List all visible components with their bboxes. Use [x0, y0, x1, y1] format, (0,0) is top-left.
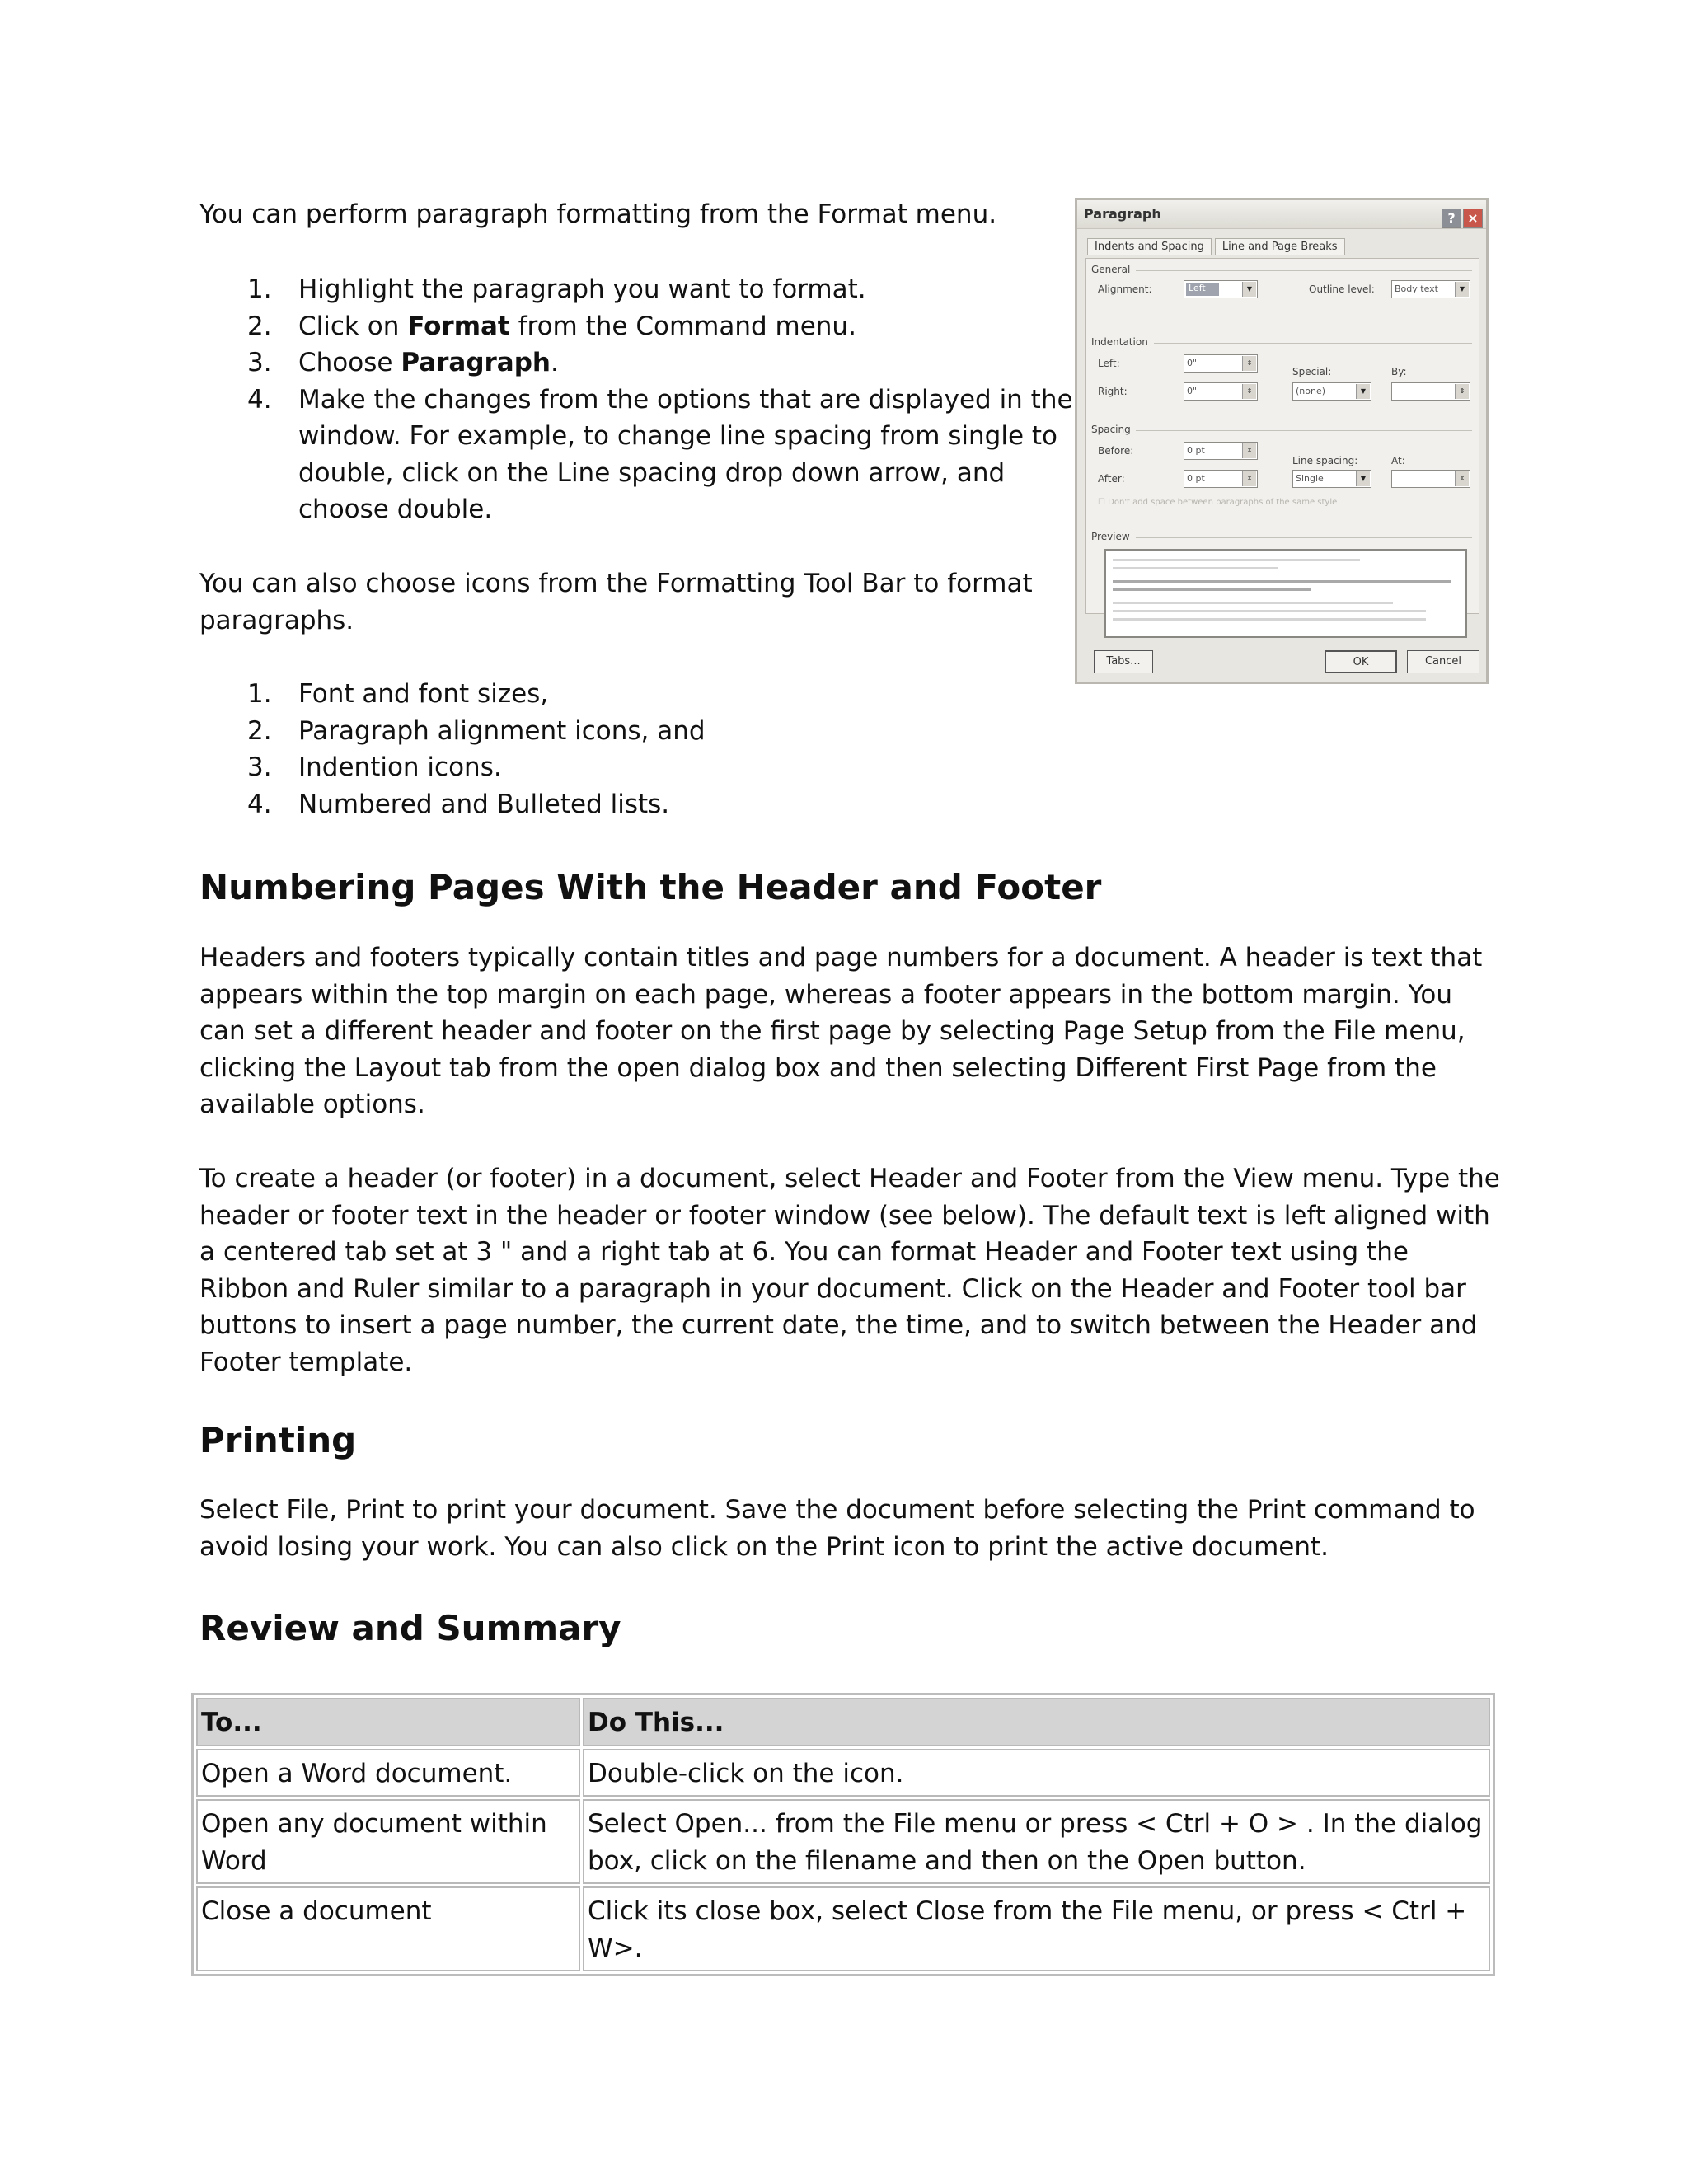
list-number: 4.: [247, 789, 272, 819]
dont-add-space-checkbox[interactable]: ☐ Don't add space between paragraphs of the same style: [1098, 498, 1338, 507]
dialog-body: [1085, 258, 1479, 614]
at-label: At:: [1391, 455, 1405, 466]
table-cell: Open any document within Word: [196, 1799, 580, 1884]
list-item: [199, 271, 1073, 308]
printing-heading: Printing: [199, 1420, 357, 1460]
table-cell: Double-click on the icon.: [583, 1749, 1490, 1797]
list-number: 2.: [247, 311, 272, 341]
toolbar-items-list: [199, 676, 1040, 823]
spinner-arrows-icon: ⇕: [1242, 384, 1256, 399]
table-cell: Click its close box, select Close from the File menu, or press < Ctrl + W>.: [583, 1886, 1490, 1971]
format-steps-list: [199, 271, 1073, 528]
before-spinner[interactable]: [1184, 442, 1258, 460]
preview-line: [1113, 602, 1393, 604]
tab-line-page-breaks[interactable]: Line and Page Breaks: [1215, 238, 1345, 255]
column-header-to: To...: [196, 1698, 580, 1746]
summary-table: [191, 1693, 1495, 1976]
chevron-down-icon: ▼: [1455, 282, 1469, 297]
list-number: 1.: [247, 679, 272, 709]
outline-level-label: Outline level:: [1309, 284, 1375, 295]
toolbar-paragraph: You can also choose icons from the Formatting Tool Bar to format paragraphs.: [199, 569, 1033, 635]
spacing-group-label: Spacing: [1091, 424, 1131, 435]
ok-button[interactable]: OK: [1325, 650, 1397, 673]
by-spinner[interactable]: [1391, 382, 1470, 401]
list-text: Highlight the paragraph you want to format.: [298, 274, 866, 304]
preview-line: [1113, 580, 1451, 583]
list-number: 1.: [247, 274, 272, 304]
left-indent-spinner[interactable]: [1184, 354, 1258, 373]
indentation-group-label: Indentation: [1091, 336, 1148, 348]
by-label: By:: [1391, 366, 1407, 377]
bold-text: Format: [407, 311, 510, 341]
list-item: [199, 382, 1073, 528]
header-footer-paragraph-1: Headers and footers typically contain titles and page numbers for a document. A header is text that appears within the top margin on each page, whereas a footer appears in the bottom margin. You can set a different header and footer on the first page by selecting Page Setup from the File menu, clicking the Layout tab from the open dialog box and then selecting Different First Page from the available options.: [199, 943, 1483, 1119]
before-value: 0 pt: [1187, 445, 1205, 456]
special-label: Special:: [1292, 366, 1332, 377]
chevron-down-icon: ▼: [1242, 282, 1256, 297]
chevron-down-icon: ▼: [1356, 384, 1370, 399]
line-spacing-select[interactable]: [1292, 470, 1372, 488]
outline-level-value: Body text: [1395, 284, 1438, 294]
summary-heading: Review and Summary: [199, 1608, 621, 1648]
table-cell: Select Open... from the File menu or press < Ctrl + O > . In the dialog box, click on the filename and then on the Open button.: [583, 1799, 1490, 1884]
list-text: Paragraph alignment icons, and: [298, 715, 706, 746]
preview-line: [1113, 610, 1426, 612]
tab-indents-spacing[interactable]: Indents and Spacing: [1087, 238, 1212, 255]
header-footer-heading: Numbering Pages With the Header and Footer: [199, 867, 1102, 907]
paragraph-dialog-screenshot: [1075, 198, 1489, 684]
dialog-tabs: [1087, 238, 1348, 255]
list-number: 2.: [247, 715, 272, 746]
divider: [1136, 537, 1472, 538]
dont-add-space-label: Don't add space between paragraphs of the same style: [1108, 498, 1338, 507]
right-indent-label: Right:: [1098, 386, 1128, 397]
list-text: .: [550, 348, 559, 377]
special-select[interactable]: [1292, 382, 1372, 401]
table-row: [196, 1749, 1490, 1797]
line-spacing-value: Single: [1296, 473, 1324, 484]
after-spinner[interactable]: [1184, 470, 1258, 488]
spinner-arrows-icon: ⇕: [1242, 443, 1256, 458]
right-indent-value: 0": [1187, 386, 1198, 396]
table-cell: Open a Word document.: [196, 1749, 580, 1797]
cancel-button[interactable]: Cancel: [1407, 650, 1479, 673]
list-text: Numbered and Bulleted lists.: [298, 789, 670, 819]
list-item: [199, 786, 1040, 823]
at-spinner[interactable]: [1391, 470, 1470, 488]
table-row: [196, 1799, 1490, 1884]
outline-level-select[interactable]: [1391, 280, 1470, 298]
list-text: Font and font sizes,: [298, 679, 549, 709]
preview-line: [1113, 567, 1278, 569]
left-indent-value: 0": [1187, 358, 1198, 368]
list-item: [199, 308, 1073, 345]
preview-box: [1104, 549, 1467, 638]
dialog-title-bar: [1077, 200, 1486, 229]
preview-line: [1113, 588, 1311, 591]
list-text: Click on: [298, 311, 408, 341]
list-item: [199, 344, 1073, 382]
printing-paragraph: Select File, Print to print your document. Save the document before selecting the Print command to avoid losing your work. You can also click on the Print icon to print the active document.: [199, 1495, 1475, 1562]
list-text: Make the changes from the options that are displayed in the window. For example, to change line spacing from single to double, click on the Line spacing drop down arrow, and choose double.: [298, 384, 1073, 524]
divider: [1136, 270, 1472, 271]
table-header-row: [196, 1698, 1490, 1746]
right-indent-spinner[interactable]: [1184, 382, 1258, 401]
general-group-label: General: [1091, 264, 1131, 275]
divider: [1136, 430, 1472, 431]
special-value: (none): [1296, 386, 1326, 396]
list-item: [199, 676, 1040, 713]
help-icon[interactable]: ?: [1442, 209, 1461, 228]
before-label: Before:: [1098, 445, 1134, 457]
chevron-down-icon: ▼: [1356, 471, 1370, 486]
table-cell: Close a document: [196, 1886, 580, 1971]
dialog-title: Paragraph: [1084, 206, 1161, 222]
list-text: Indention icons.: [298, 752, 502, 782]
column-header-do-this: Do This...: [583, 1698, 1490, 1746]
intro-paragraph: You can perform paragraph formatting from the Format menu.: [199, 199, 997, 229]
list-number: 3.: [247, 348, 272, 377]
line-spacing-label: Line spacing:: [1292, 455, 1358, 466]
divider: [1154, 343, 1472, 344]
left-indent-label: Left:: [1098, 358, 1120, 369]
table-row: [196, 1886, 1490, 1971]
list-item: [199, 713, 1040, 750]
list-number: 3.: [247, 752, 272, 782]
close-icon[interactable]: ×: [1463, 209, 1483, 228]
alignment-value: Left: [1186, 283, 1219, 296]
after-label: After:: [1098, 473, 1125, 485]
spinner-arrows-icon: ⇕: [1242, 356, 1256, 371]
header-footer-paragraph-2: To create a header (or footer) in a document, select Header and Footer from the View menu. Type the header or footer text in the header or footer window (see below). The default text is left aligned with a centered tab set at 3 " and a right tab at 6. You can format Header and Footer text using the Ribbon and Ruler similar to a paragraph in your document. Click on the Header and Footer tool bar buttons to insert a page number, the current date, the time, and to switch between the Header and Footer template.: [199, 1164, 1500, 1377]
spinner-arrows-icon: ⇕: [1242, 471, 1256, 486]
alignment-label: Alignment:: [1098, 284, 1152, 295]
preview-line: [1113, 618, 1426, 621]
preview-line: [1113, 559, 1360, 561]
list-text: Choose: [298, 348, 401, 377]
bold-text: Paragraph: [401, 348, 551, 377]
list-item: [199, 749, 1040, 786]
after-value: 0 pt: [1187, 473, 1205, 484]
spinner-arrows-icon: ⇕: [1455, 384, 1469, 399]
preview-group-label: Preview: [1091, 531, 1130, 542]
alignment-select[interactable]: [1184, 280, 1258, 298]
list-text: from the Command menu.: [509, 311, 856, 341]
list-number: 4.: [247, 384, 272, 415]
spinner-arrows-icon: ⇕: [1455, 471, 1469, 486]
tabs-button[interactable]: Tabs...: [1094, 650, 1153, 673]
